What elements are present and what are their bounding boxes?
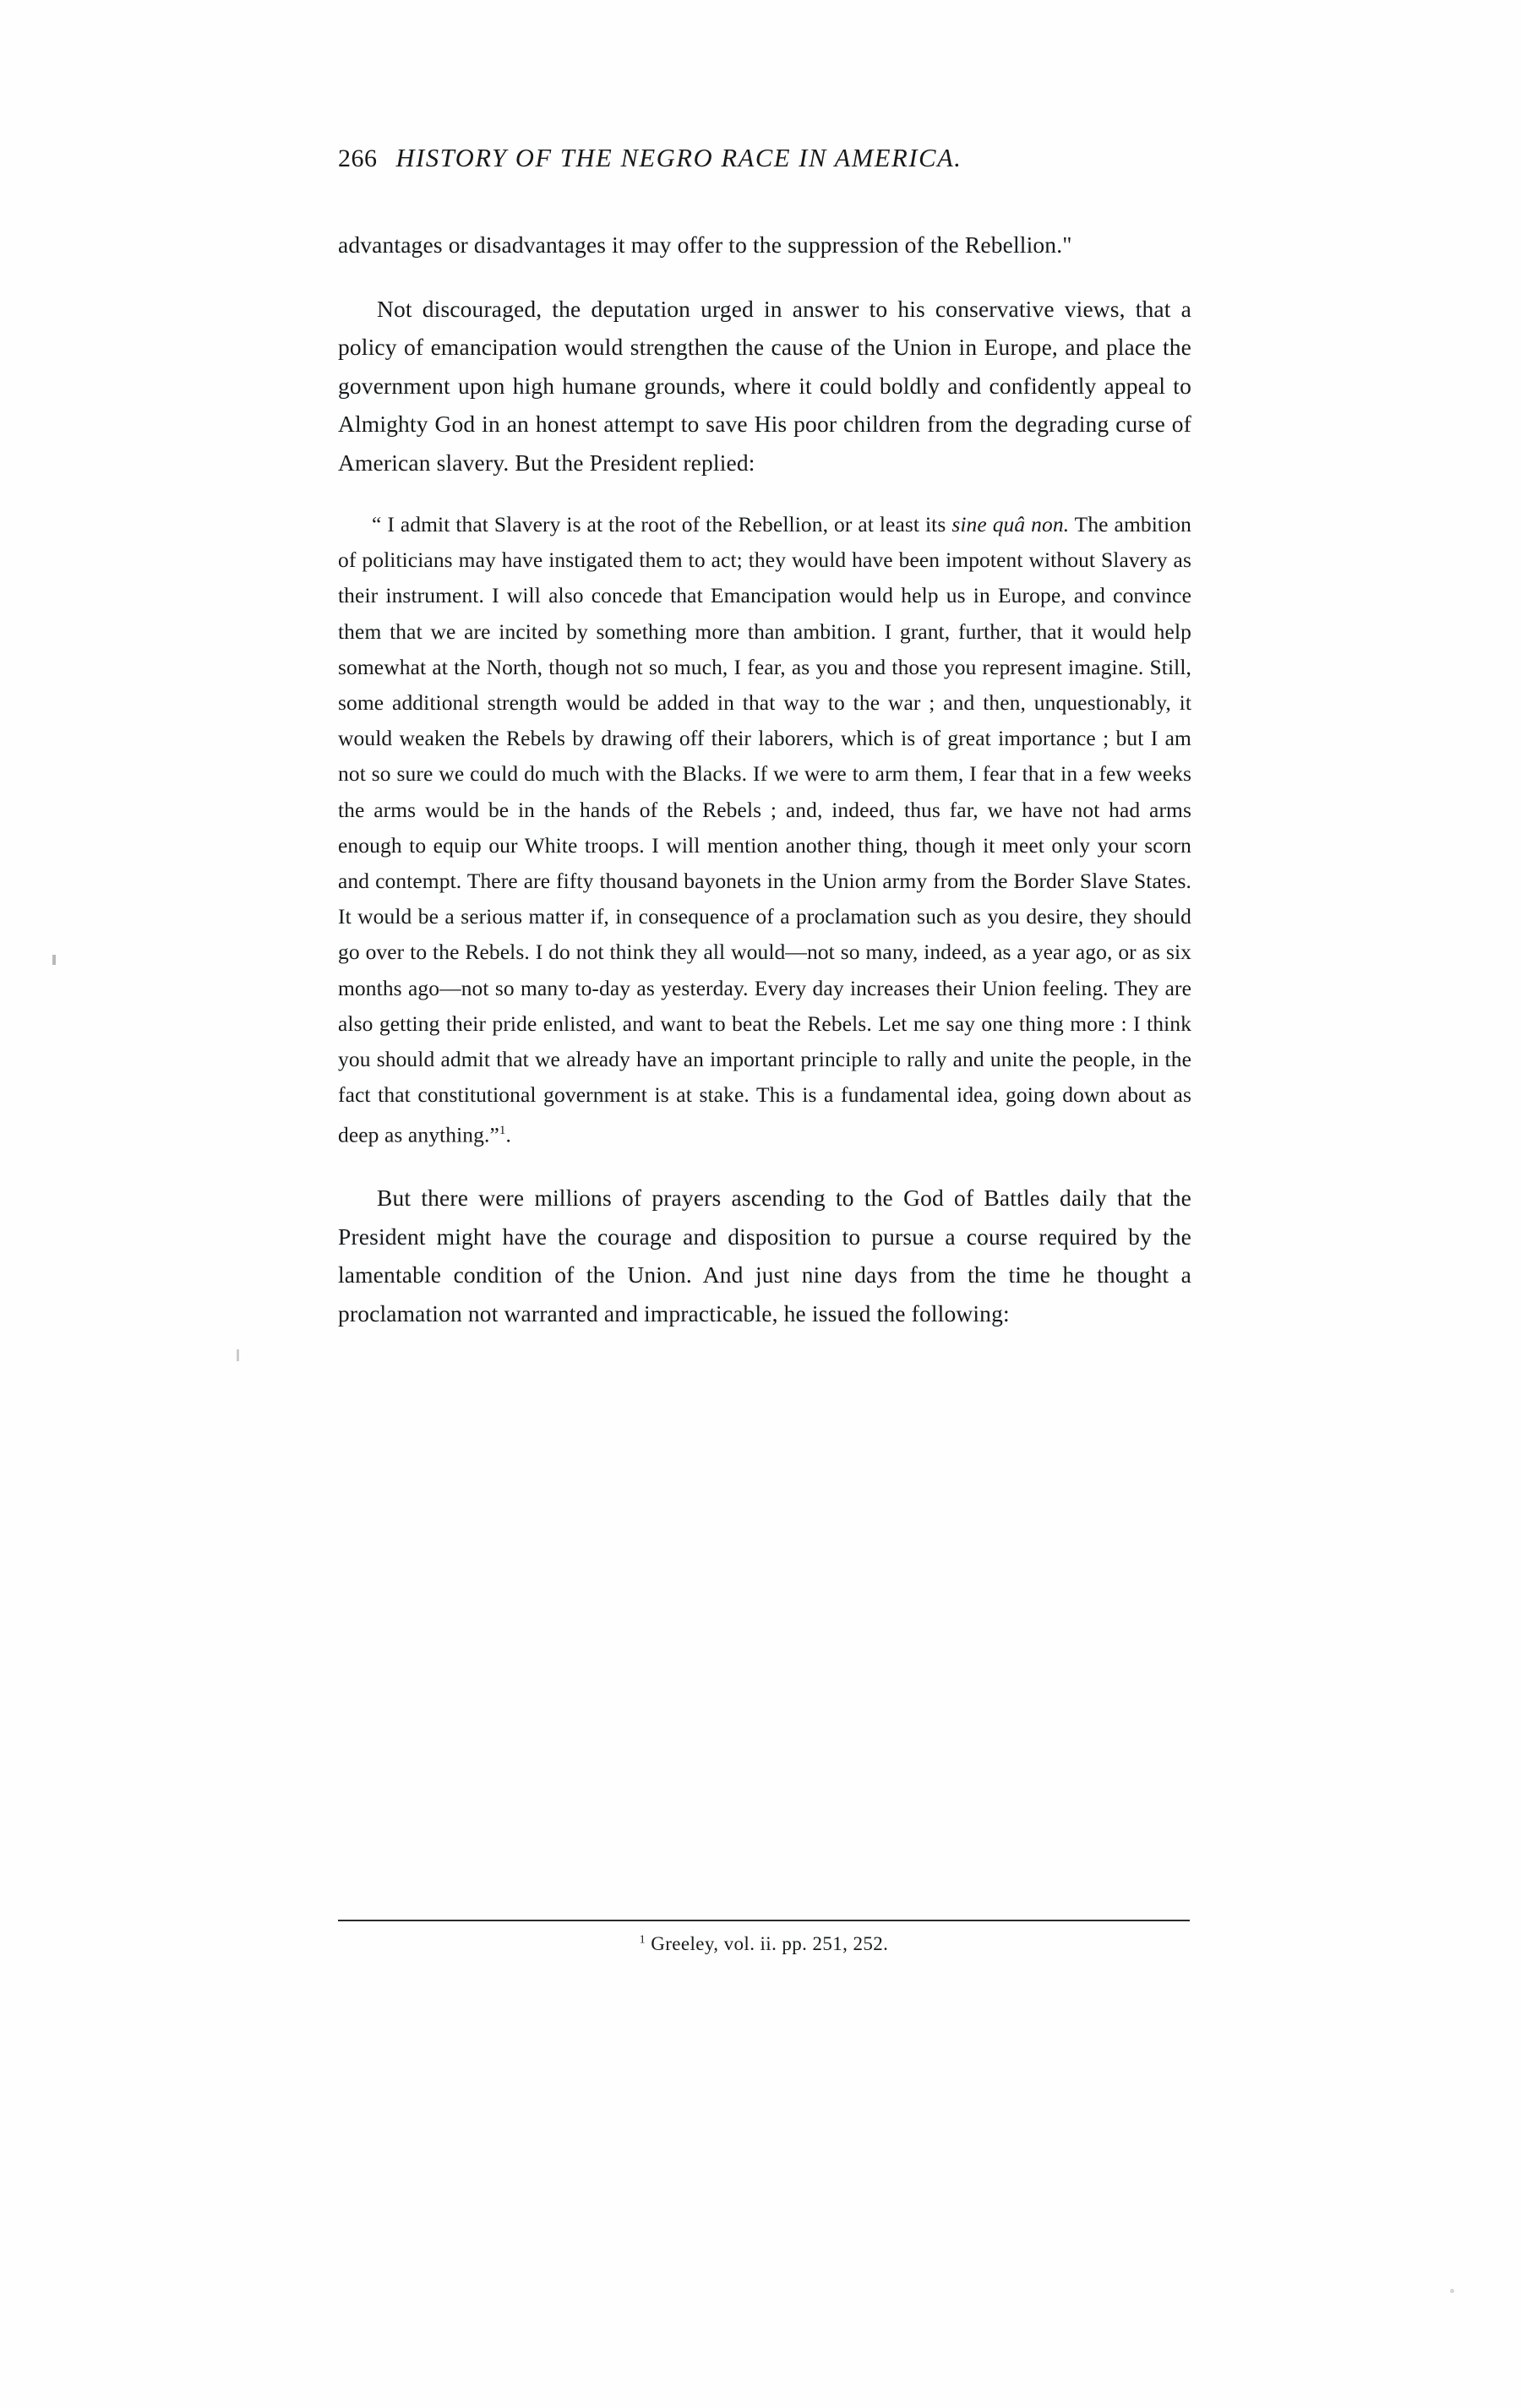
quote-latin-phrase: sine quâ non. bbox=[951, 512, 1070, 537]
page-edge-mark bbox=[52, 955, 56, 965]
running-head bbox=[338, 144, 1191, 173]
paragraph-prayers: But there were millions of prayers ascending to the God of Battles daily that the President might have the courage and disposition to pursue a course required by the lamentable condition of the Union. And just nine days from the time he thought a proclamation not warranted and impracticable, he issued the following: bbox=[338, 1185, 1191, 1327]
quote-body-text: The ambition of politicians may have instigated them to act; they would have been impotent without Slavery as their instrument. I will also concede that Emancipation would help us in Europe, and convince them that we are incited by something more than ambition. I grant, further, that it would help somewhat at the North, though not so much, I fear, as you and those you represent imagine. Still, some additional strength would be added in that way to the war ; and then, unquestionably, it would weaken the Rebels by drawing off their laborers, which is of great importance ; but I am not so sure we could do much with the Blacks. If we were to arm them, I fear that in a few weeks the arms would be in the hands of the Rebels ; and, indeed, thus far, we have not had arms enough to equip our White troops. I will mention another thing, though it meet only your scorn and contempt. There are fifty thousand bayonets in the Union army from the Border Slave States. It would be a serious matter if, in consequence of a proclamation such as you desire, they should go over to the Rebels. I do not think they all would—not so many, indeed, as a year ago, or as six months ago—not so many to-day as yesterday. Every day increases their Union feeling. They are also getting their pride enlisted, and want to beat the Rebels. Let me say one thing more : I think you should admit that we already have an important principle to rally and unite the people, in the fact that constitutional government is at stake. This is a fundamental idea, going down about as deep as anything.” bbox=[338, 512, 1191, 1147]
footnote-divider bbox=[338, 1920, 1190, 1921]
page-speck bbox=[1450, 2289, 1454, 2293]
footnote-reference: 1 bbox=[499, 1124, 506, 1138]
page-margin-mark bbox=[237, 1349, 239, 1361]
quote-lead-text: “ I admit that Slavery is at the root of the Rebellion, or at least its bbox=[372, 512, 952, 537]
running-title: HISTORY OF THE NEGRO RACE IN AMERICA. bbox=[395, 144, 962, 172]
paragraph-continuation: advantages or disadvantages it may offer to the suppression of the Rebellion." bbox=[338, 232, 1072, 258]
footnote bbox=[338, 1933, 1190, 1955]
quote-tail-text: . bbox=[505, 1122, 511, 1147]
page-content bbox=[338, 144, 1191, 1332]
blockquote-president-reply bbox=[338, 507, 1191, 1153]
page-number: 266 bbox=[338, 144, 378, 172]
paragraph-deputation: Not discouraged, the deputation urged in answer to his conservative views, that a policy of emancipation would strengthen the cause of the Union in Europe, and place the government upon high humane grounds, where it could boldly and confidently appeal to Almighty God in an honest attempt to save His poor children from the degrading curse of American slavery. But the President replied: bbox=[338, 295, 1191, 476]
footnote-text: Greeley, vol. ii. pp. 251, 252. bbox=[646, 1933, 889, 1954]
footnote-marker: 1 bbox=[639, 1933, 646, 1947]
